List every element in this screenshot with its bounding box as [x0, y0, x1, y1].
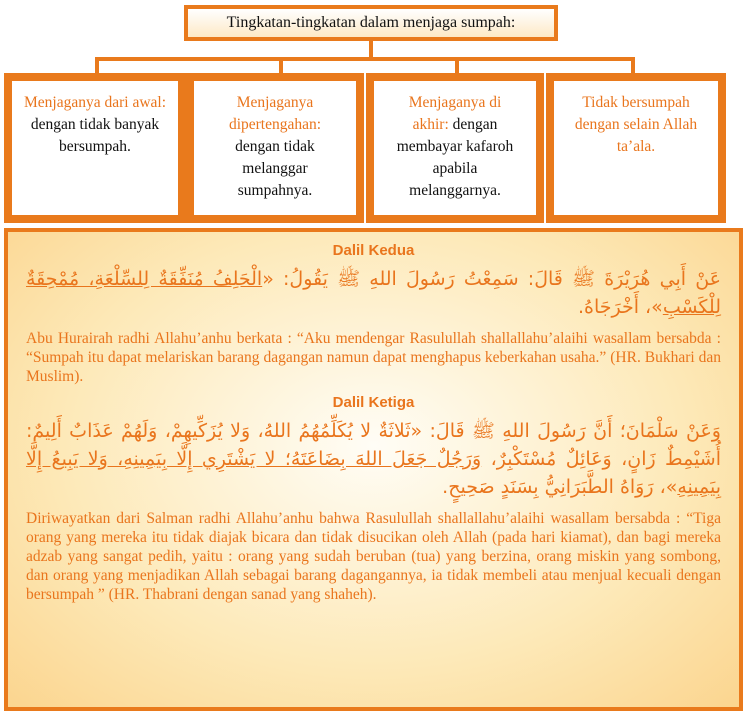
- level-card-2: [186, 73, 364, 223]
- dalil-2-arabic: [26, 265, 721, 321]
- diagram-title-box: [184, 5, 558, 41]
- card-1-text: dengan tidak banyak bersumpah.: [30, 116, 160, 155]
- dalil-3-arabic-underlined: وَرَجُلٌ جَعَلَ اللهَ بِضَاعَتَهُ؛ لا يَشْتَرِي إِلَّا بِيَمِينِهِ، وَلا يَبِيعُ إِلَّا بِيَمِينِهِ: [26, 448, 721, 498]
- dalil-2-arabic-underlined: الْحَلِفُ مُنَفِّقَةٌ لِلسِّلْعَةِ، مُمْحِقَةٌ لِلْكَسْبِ: [26, 268, 721, 318]
- card-1-highlight: Menjaganya dari awal:: [23, 94, 167, 111]
- card-3-highlight: Menjaganya di akhir:: [408, 94, 502, 133]
- level-card-1: [4, 73, 186, 223]
- card-4-highlight: Tidak bersumpah dengan selain Allah ta’ala.: [574, 94, 698, 155]
- card-2-highlight: Menjaganya dipertengahan:: [228, 94, 322, 133]
- connector-bar: [95, 57, 635, 61]
- dalil-3-arabic-post: »، رَوَاهُ الطَّبَرَانِيُّ بِسَنَدٍ صَحِيحٍ.: [442, 476, 678, 498]
- card-3-text: dengan membayar kafaroh apabila melanggarnya.: [396, 116, 514, 199]
- dalil-3-arabic-pre: وَعَنْ سَلْمَانَ؛ أَنَّ رَسُولَ اللهِ ﷺ قَالَ: «ثَلاثَةٌ لا يُكَلِّمُهُمُ اللهُ، وَلا يُزَكِّيهِمْ، وَلَهُمْ عَذَابٌ أَلِيمٌ: أُشَيْمِطٌ زَانٍ، وَعَائِلٌ مُسْتَكْبِرٌ،: [26, 420, 721, 470]
- level-card-3: [366, 73, 544, 223]
- dalil-2-translation: Abu Hurairah radhi Allahu’anhu berkata : “Aku mendengar Rasulullah shallallahu’alaihi wasallam bersabda : “Sumpah itu dapat melariskan barang dagangan namun dapat menghapus keberkahan usaha.” (HR. Bukhari dan Muslim).: [26, 330, 721, 385]
- diagram-title: Tingkatan-tingkatan dalam menjaga sumpah:: [226, 14, 516, 31]
- dalil-box: [4, 228, 743, 711]
- dalil-3-heading: Dalil Ketiga: [332, 394, 415, 411]
- dalil-3-translation: Diriwayatkan dari Salman radhi Allahu’anhu bahwa Rasulullah shallallahu’alaihi wasallam bersabda : “Tiga orang yang mereka itu tidak diajak bicara dan tidak disucikan oleh Allah (pada hari kiamat), dan bagi mereka adzab yang sangat pedih, yaitu : orang yang sudah beruban (tua) yang berzina, orang miskin yang sombong, dan orang yang menjadikan Allah sebagai barang dagangannya, ia tidak membeli atau menjual kecuali dengan bersumpah ” (HR. Thabrani dengan sanad yang shaheh).: [26, 510, 721, 603]
- card-2-text: dengan tidak melanggar sumpahnya.: [235, 138, 315, 199]
- dalil-2-arabic-pre: عَنْ أَبِي هُرَيْرَةَ ﷺ قَالَ: سَمِعْتُ رَسُولَ اللهِ ﷺ يَقُولُ: «: [262, 268, 721, 290]
- dalil-3-arabic: [26, 417, 721, 501]
- dalil-2-arabic-post: »، أَخْرَجَاهُ.: [577, 296, 663, 318]
- level-card-4: [546, 73, 726, 223]
- dalil-2-heading: Dalil Kedua: [332, 242, 415, 259]
